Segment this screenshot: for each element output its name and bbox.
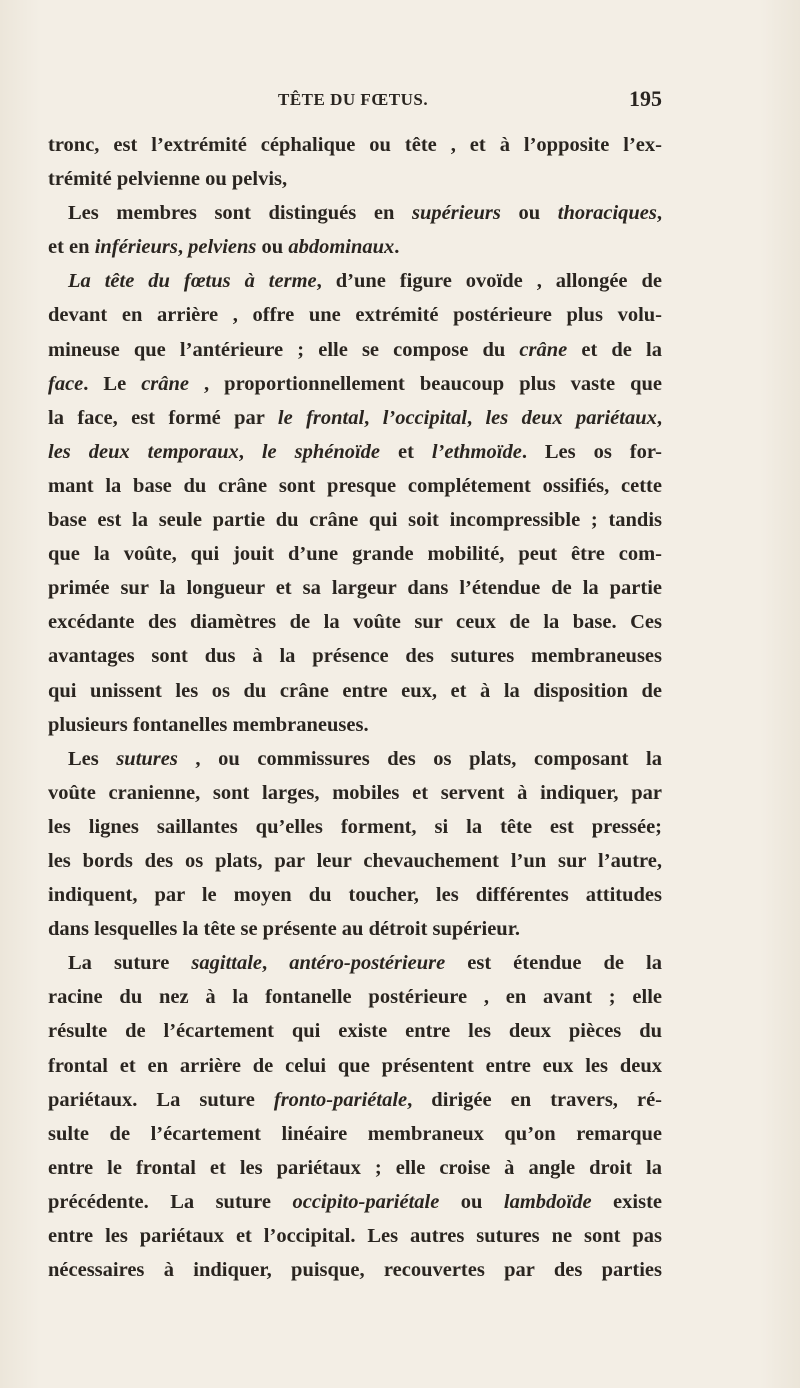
text-segment: dans lesquelles la tête se présente au détroit supérieur.	[48, 918, 521, 941]
text-segment: que la voûte, qui jouit d’une grande mobilité, peut être com-	[48, 543, 662, 566]
text-segment: entre le frontal et les pariétaux ; elle croise à angle droit la	[48, 1156, 662, 1179]
text-line	[48, 776, 662, 810]
text-line	[48, 1219, 662, 1253]
text-segment: plusieurs fontanelles membraneuses.	[48, 713, 369, 736]
text-segment: devant en arrière , offre une extrémité postérieure plus volu-	[48, 304, 662, 327]
text-segment: et de la	[567, 338, 662, 361]
text-line	[48, 469, 662, 503]
text-line	[48, 878, 662, 912]
italic-term: crâne	[519, 338, 568, 361]
text-line	[48, 571, 662, 605]
text-line	[48, 1253, 662, 1287]
text-segment: .	[394, 236, 400, 259]
text-line	[48, 401, 662, 435]
text-segment: frontal et en arrière de celui que présentent entre eux les deux	[48, 1054, 662, 1077]
text-line	[48, 196, 662, 230]
text-line	[48, 708, 662, 742]
text-segment: ,	[656, 202, 663, 225]
italic-term: antéro-postérieure	[289, 952, 446, 975]
text-segment: mineuse que l’antérieure ; elle se compose du	[48, 338, 520, 361]
italic-term: les deux temporaux	[48, 440, 239, 463]
text-segment: . Le	[83, 372, 142, 395]
italic-term: crâne	[141, 372, 190, 395]
running-title: TÊTE DU FŒTUS.	[278, 90, 429, 109]
text-segment: tronc, est l’extrémité céphalique ou tête , et à l’opposite l’ex-	[48, 134, 662, 156]
text-line	[48, 298, 662, 332]
text-segment: racine du nez à la fontanelle postérieure , en avant ; elle	[48, 986, 662, 1009]
text-segment: , proportionnellement beaucoup plus vaste que	[189, 372, 662, 395]
italic-term: lambdoïde	[503, 1190, 592, 1213]
text-segment: ou	[500, 202, 558, 225]
text-line	[48, 537, 662, 571]
text-segment: ou	[439, 1190, 504, 1213]
text-segment: résulte de l’écartement qui existe entre les deux pièces du	[48, 1020, 662, 1043]
body-text	[48, 128, 662, 1287]
text-segment: , d’une figure ovoïde , allongée de	[316, 270, 662, 293]
text-segment: indiquent, par le moyen du toucher, les différentes attitudes	[48, 884, 662, 907]
text-segment: qui unissent les os du crâne entre eux, et à la disposition de	[48, 679, 662, 702]
text-segment: est étendue de la	[445, 952, 663, 975]
text-line	[48, 333, 662, 367]
text-segment: Les	[68, 747, 117, 770]
text-segment: avantages sont dus à la présence des sutures membraneuses	[48, 645, 662, 668]
page-header	[48, 86, 662, 118]
text-segment: . Les os for-	[521, 440, 662, 463]
text-segment: précédente. La suture	[48, 1190, 293, 1213]
text-line	[48, 639, 662, 673]
text-segment: trémité pelvienne ou pelvis,	[48, 168, 288, 191]
text-segment: la face, est formé par	[48, 406, 278, 429]
italic-term: abdominaux	[288, 236, 395, 259]
text-segment: ,	[466, 406, 486, 429]
text-segment: pariétaux. La suture	[48, 1088, 274, 1111]
text-line	[48, 367, 662, 401]
italic-term: le sphénoïde	[261, 440, 381, 463]
text-line	[48, 946, 662, 980]
text-segment: , dirigée en travers, ré-	[407, 1088, 662, 1111]
text-segment: ,	[177, 236, 189, 259]
text-line	[48, 435, 662, 469]
text-segment: sulte de l’écartement linéaire membraneux qu’on remarque	[48, 1122, 662, 1145]
italic-term: face	[48, 372, 84, 395]
text-segment: ,	[364, 406, 383, 429]
text-line	[48, 912, 662, 946]
text-line	[48, 230, 662, 264]
italic-term: inférieurs	[94, 236, 178, 259]
italic-term: le frontal	[277, 406, 365, 429]
text-segment: mant la base du crâne sont presque complétement ossifiés, cette	[48, 474, 662, 497]
text-segment: et en	[48, 236, 95, 259]
text-line	[48, 810, 662, 844]
text-line	[48, 1049, 662, 1083]
text-segment: ou	[256, 236, 289, 259]
italic-term: l’occipital	[382, 406, 467, 429]
text-line	[48, 605, 662, 639]
text-line	[48, 1151, 662, 1185]
text-line	[48, 1185, 662, 1219]
text-segment: ,	[656, 406, 662, 429]
italic-term: supérieurs	[412, 202, 501, 225]
text-segment: et	[380, 440, 432, 463]
italic-term: l’ethmoïde	[431, 440, 522, 463]
italic-term: occipito-pariétale	[292, 1190, 440, 1213]
italic-term: La tête du fœtus à terme	[68, 270, 317, 293]
text-segment: voûte cranienne, sont larges, mobiles et servent à indiquer, par	[48, 781, 662, 804]
text-line	[48, 1014, 662, 1048]
italic-term: thoraciques	[557, 202, 657, 225]
text-line	[48, 128, 662, 162]
text-line	[48, 1083, 662, 1117]
text-line	[48, 264, 662, 298]
text-segment: nécessaires à indiquer, puisque, recouvertes par des parties	[48, 1259, 662, 1282]
text-segment: les bords des os plats, par leur chevauchement l’un sur l’autre,	[48, 849, 662, 872]
text-line	[48, 162, 662, 196]
text-line	[48, 844, 662, 878]
text-segment: ,	[238, 440, 262, 463]
italic-term: sutures	[116, 747, 178, 770]
page-number: 195	[629, 86, 662, 111]
italic-term: sagittale	[191, 952, 263, 975]
text-line	[48, 742, 662, 776]
text-segment: entre les pariétaux et l’occipital. Les autres sutures ne sont pas	[48, 1225, 662, 1247]
text-segment: , ou commissures des os plats, composant la	[177, 747, 662, 770]
text-line	[48, 980, 662, 1014]
text-segment: La suture	[68, 952, 192, 975]
text-segment: primée sur la longueur et sa largeur dans l’étendue de la partie	[48, 577, 662, 600]
italic-term: fronto-pariétale	[273, 1088, 408, 1111]
text-segment: base est la seule partie du crâne qui soit incompressible ; tandis	[48, 509, 662, 532]
text-segment: Les membres sont distingués en	[68, 202, 413, 225]
text-line	[48, 1117, 662, 1151]
text-segment: existe	[591, 1190, 662, 1213]
italic-term: les deux pariétaux	[485, 406, 657, 429]
text-line	[48, 674, 662, 708]
text-segment: excédante des diamètres de la voûte sur ceux de la base. Ces	[48, 611, 662, 634]
italic-term: pelviens	[188, 236, 257, 259]
text-line	[48, 503, 662, 537]
text-segment: les lignes saillantes qu’elles forment, si la tête est pressée;	[48, 815, 662, 838]
text-segment: ,	[262, 952, 290, 975]
